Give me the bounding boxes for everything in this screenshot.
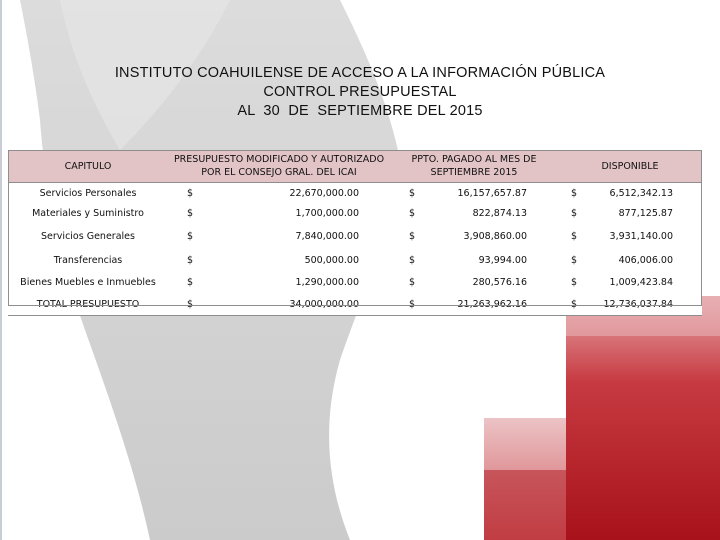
row-disponible: $ 1,009,423.84 — [558, 272, 702, 294]
row-disponible: $ 3,931,140.00 — [558, 224, 702, 250]
row-capitulo: Servicios Personales — [8, 183, 168, 204]
table-row — [8, 183, 702, 204]
table-total-row — [8, 294, 702, 316]
table-row — [8, 224, 702, 250]
header-disponible: DISPONIBLE — [558, 150, 702, 183]
total-disponible: $ 12,736,037.84 — [558, 294, 702, 316]
table-row — [8, 272, 702, 294]
row-pagado: $ 822,874.13 — [390, 204, 558, 224]
report-title-block — [0, 64, 720, 121]
total-presupuesto: $ 34,000,000.00 — [168, 294, 390, 316]
row-presupuesto: $ 7,840,000.00 — [168, 224, 390, 250]
row-capitulo: Transferencias — [8, 250, 168, 272]
row-disponible: $ 877,125.87 — [558, 204, 702, 224]
table-header-row — [8, 150, 702, 183]
row-pagado: $ 3,908,860.00 — [390, 224, 558, 250]
row-capitulo: Materiales y Suministro — [8, 204, 168, 224]
red-block-middle-dark — [484, 470, 566, 540]
header-capitulo: CAPITULO — [8, 150, 168, 183]
row-disponible: $ 406,006.00 — [558, 250, 702, 272]
report-date: AL 30 DE SEPTIEMBRE DEL 2015 — [237, 103, 483, 119]
row-pagado: $ 280,576.16 — [390, 272, 558, 294]
header-presupuesto: PRESUPUESTO MODIFICADO Y AUTORIZADO POR EL CONSEJO GRAL. DEL ICAI — [168, 150, 390, 183]
row-presupuesto: $ 22,670,000.00 — [168, 183, 390, 204]
row-capitulo: Servicios Generales — [8, 224, 168, 250]
row-capitulo: Bienes Muebles e Inmuebles — [8, 272, 168, 294]
row-presupuesto: $ 1,700,000.00 — [168, 204, 390, 224]
row-disponible: $ 6,512,342.13 — [558, 183, 702, 204]
total-pagado: $ 21,263,962.16 — [390, 294, 558, 316]
table-row — [8, 204, 702, 224]
row-presupuesto: $ 1,290,000.00 — [168, 272, 390, 294]
header-pagado: PPTO. PAGADO AL MES DE SEPTIEMBRE 2015 — [390, 150, 558, 183]
report-subtitle: CONTROL PRESUPUESTAL — [263, 84, 457, 100]
budget-table — [8, 150, 702, 316]
row-presupuesto: $ 500,000.00 — [168, 250, 390, 272]
table-row — [8, 250, 702, 272]
total-capitulo: TOTAL PRESUPUESTO — [8, 294, 168, 316]
institute-title: INSTITUTO COAHUILENSE DE ACCESO A LA INFORMACIÓN PÚBLICA — [114, 65, 606, 81]
row-pagado: $ 93,994.00 — [390, 250, 558, 272]
row-pagado: $ 16,157,657.87 — [390, 183, 558, 204]
